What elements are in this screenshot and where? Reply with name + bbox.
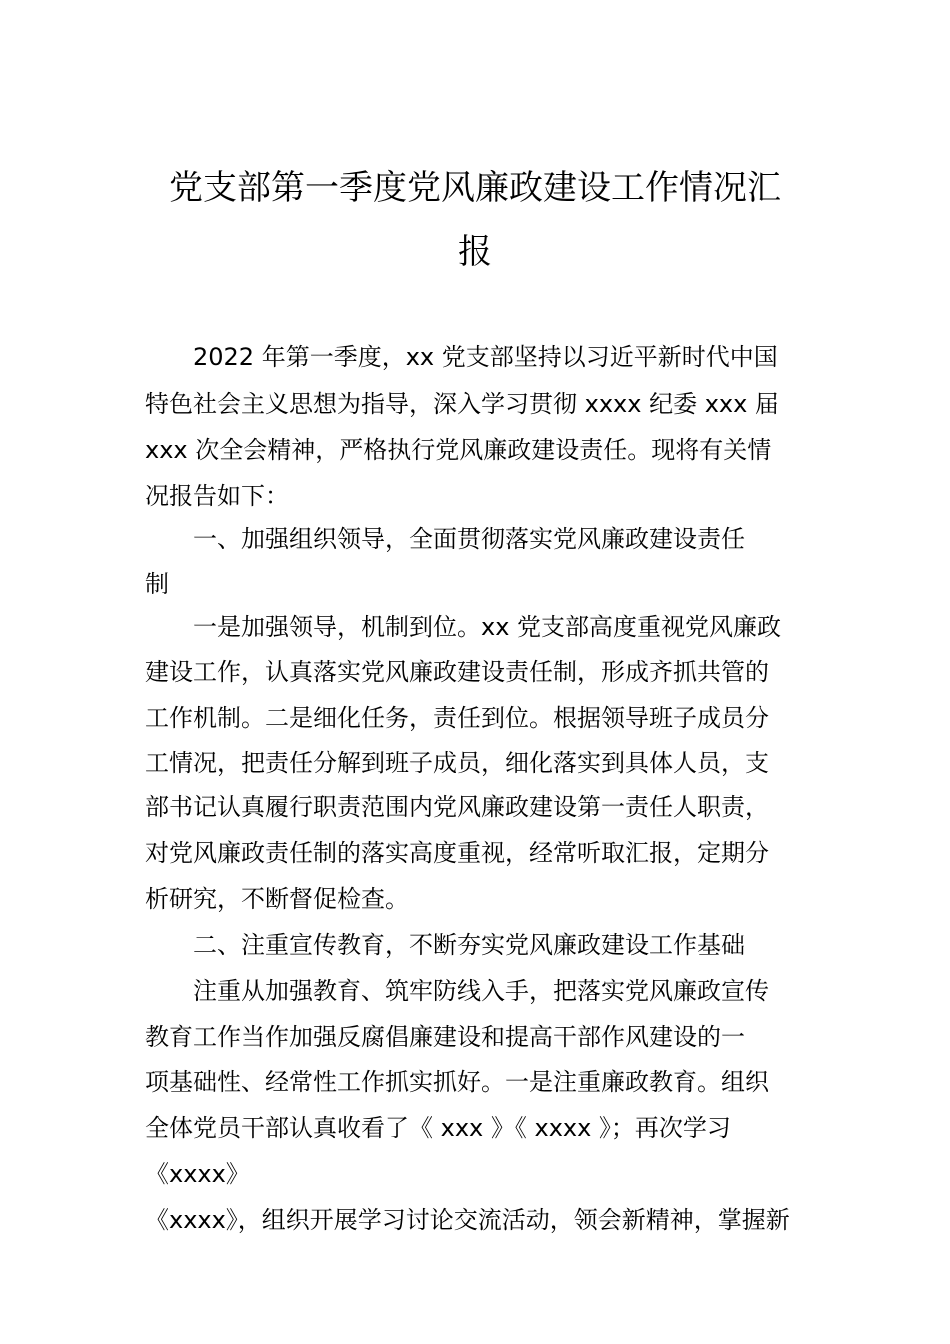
body-line: xxx 次全会精神，严格执行党风廉政建设责任。现将有关情	[145, 436, 772, 464]
body-line: 况报告如下：	[145, 482, 289, 510]
document-title-line-1: 党支部第一季度党风廉政建设工作情况汇	[169, 168, 781, 208]
body-line: 一是加强领导，机制到位。xx 党支部高度重视党风廉政	[193, 613, 782, 641]
body-line: 工作机制。二是细化任务，责任到位。根据领导班子成员分	[145, 704, 769, 732]
body-line: 对党风廉政责任制的落实高度重视，经常听取汇报，定期分	[145, 839, 769, 867]
document-title-line-2: 报	[458, 232, 492, 272]
body-line: 建设工作，认真落实党风廉政建设责任制，形成齐抓共管的	[145, 658, 769, 686]
body-line: 注重从加强教育、筑牢防线入手，把落实党风廉政宣传	[193, 977, 769, 1005]
body-line: 2022 年第一季度，xx 党支部坚持以习近平新时代中国	[193, 343, 778, 371]
body-line: 教育工作当作加强反腐倡廉建设和提高干部作风建设的一	[145, 1023, 745, 1051]
section-heading-1-continued: 制	[145, 570, 169, 598]
body-line: 项基础性、经常性工作抓实抓好。一是注重廉政教育。组织	[145, 1068, 769, 1096]
body-line: 全体党员干部认真收看了《 xxx 》《 xxxx 》；再次学习	[145, 1114, 731, 1142]
section-heading-1: 一、加强组织领导，全面贯彻落实党风廉政建设责任	[193, 525, 745, 553]
body-line: 特色社会主义思想为指导，深入学习贯彻 xxxx 纪委 xxx 届	[145, 390, 779, 418]
body-line: 《xxxx》	[145, 1160, 250, 1188]
body-line: 工情况，把责任分解到班子成员，细化落实到具体人员，支	[145, 749, 769, 777]
section-heading-2: 二、注重宣传教育，不断夯实党风廉政建设工作基础	[193, 931, 745, 959]
body-line: 《xxxx》，组织开展学习讨论交流活动，领会新精神，掌握新	[145, 1206, 790, 1234]
body-line: 部书记认真履行职责范围内党风廉政建设第一责任人职责，	[145, 793, 769, 821]
body-line: 析研究，不断督促检查。	[145, 885, 409, 913]
